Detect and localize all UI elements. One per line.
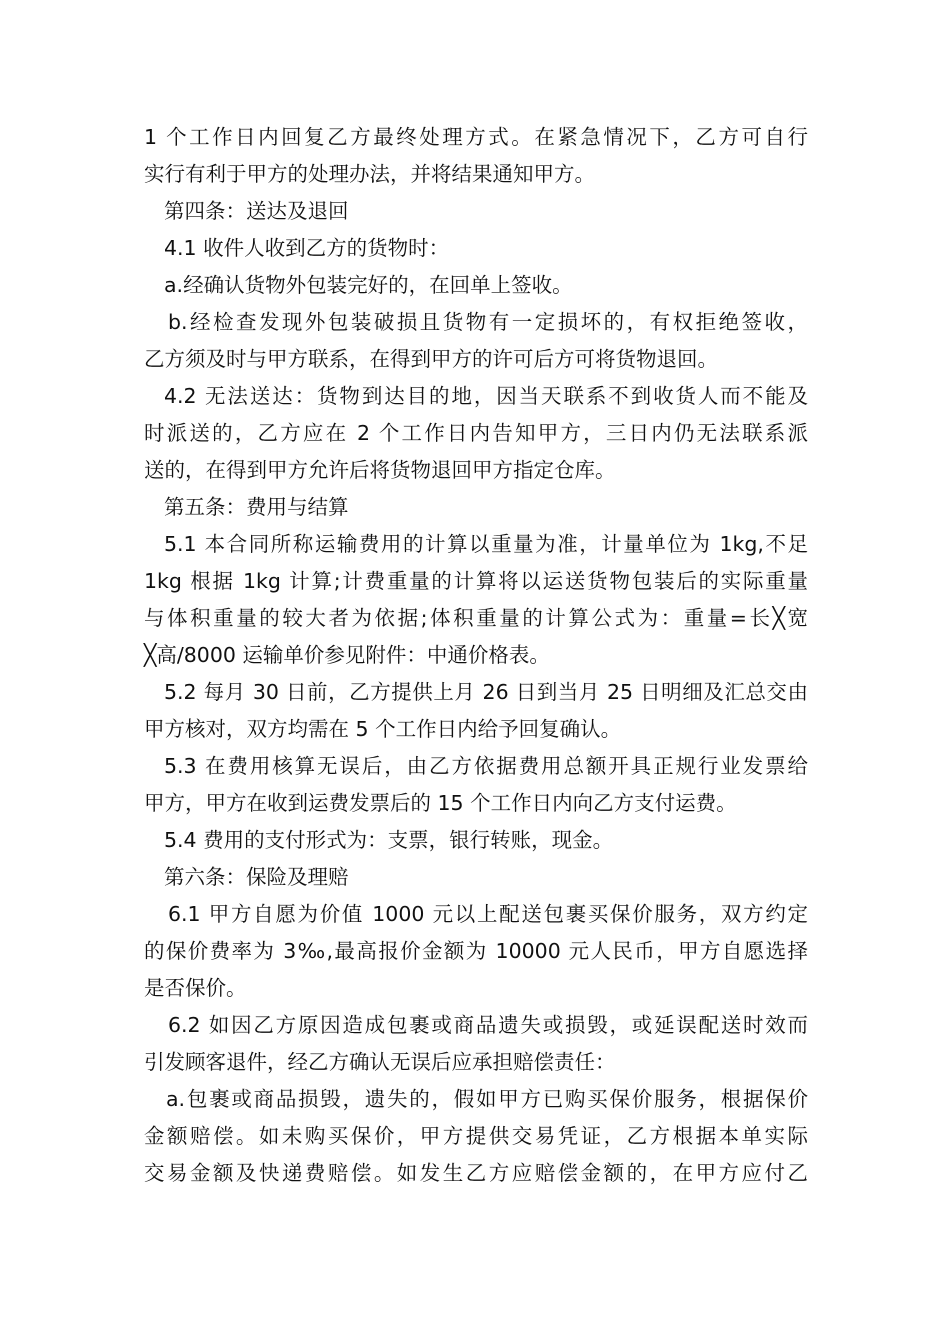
clause-line: 5.2 每月 30 日前，乙方提供上月 26 日到当月 25 日明细及汇总交由 xyxy=(164,680,808,704)
paragraph-line: 1 个工作日内回复乙方最终处理方式。在紧急情况下，乙方可自行 xyxy=(144,125,808,149)
paragraph-line: 的保价费率为 3‰,最高报价金额为 10000 元人民币，甲方自愿选择 xyxy=(144,939,808,963)
clause-line: b.经检查发现外包装破损且货物有一定损坏的，有权拒绝签收， xyxy=(168,310,808,334)
paragraph-line: 交易金额及快递费赔偿。如发生乙方应赔偿金额的，在甲方应付乙 xyxy=(144,1161,808,1185)
paragraph-line: 甲方核对，双方均需在 5 个工作日内给予回复确认。 xyxy=(144,717,622,741)
clause-line: 6.2 如因乙方原因造成包裹或商品遗失或损毁，或延误配送时效而 xyxy=(168,1013,808,1037)
clause-line: 5.4 费用的支付形式为：支票，银行转账，现金。 xyxy=(164,828,614,852)
paragraph-line: 时派送的，乙方应在 2 个工作日内告知甲方，三日内仍无法联系派 xyxy=(144,421,808,445)
clause-line: 5.3 在费用核算无误后，由乙方依据费用总额开具正规行业发票给 xyxy=(164,754,808,778)
section-heading: 第六条：保险及理赔 xyxy=(164,865,349,889)
section-heading: 第四条：送达及退回 xyxy=(164,199,349,223)
clause-line: 6.1 甲方自愿为价值 1000 元以上配送包裹买保价服务，双方约定 xyxy=(168,902,808,926)
paragraph-line: 送的，在得到甲方允许后将货物退回甲方指定仓库。 xyxy=(144,458,616,482)
clause-line: a.包裹或商品损毁，遗失的，假如甲方已购买保价服务，根据保价 xyxy=(166,1087,808,1111)
clause-line: 5.1 本合同所称运输费用的计算以重量为准，计量单位为 1kg,不足 xyxy=(164,532,808,556)
paragraph-line: 实行有利于甲方的处理办法，并将结果通知甲方。 xyxy=(144,162,595,186)
clause-line: a.经确认货物外包装完好的，在回单上签收。 xyxy=(164,273,573,297)
paragraph-line: 是否保价。 xyxy=(144,976,247,1000)
paragraph-line: 引发顾客退件，经乙方确认无误后应承担赔偿责任： xyxy=(144,1050,616,1074)
clause-line: 4.2 无法送达：货物到达目的地，因当天联系不到收货人而不能及 xyxy=(164,384,808,408)
paragraph-line: 1kg 根据 1kg 计算;计费重量的计算将以运送货物包装后的实际重量 xyxy=(144,569,808,593)
paragraph-line: 乙方须及时与甲方联系，在得到甲方的许可后方可将货物退回。 xyxy=(144,347,718,371)
paragraph-line: 金额赔偿。如未购买保价，甲方提供交易凭证，乙方根据本单实际 xyxy=(144,1124,808,1148)
clause-line: 4.1 收件人收到乙方的货物时： xyxy=(164,236,450,260)
contract-body xyxy=(144,119,808,1192)
paragraph-line: ╳高/8000 运输单价参见附件：中通价格表。 xyxy=(144,643,550,667)
section-heading: 第五条：费用与结算 xyxy=(164,495,349,519)
paragraph-line: 与体积重量的较大者为依据;体积重量的计算公式为：重量=长╳宽 xyxy=(144,606,808,630)
paragraph-line: 甲方，甲方在收到运费发票后的 15 个工作日内向乙方支付运费。 xyxy=(144,791,737,815)
